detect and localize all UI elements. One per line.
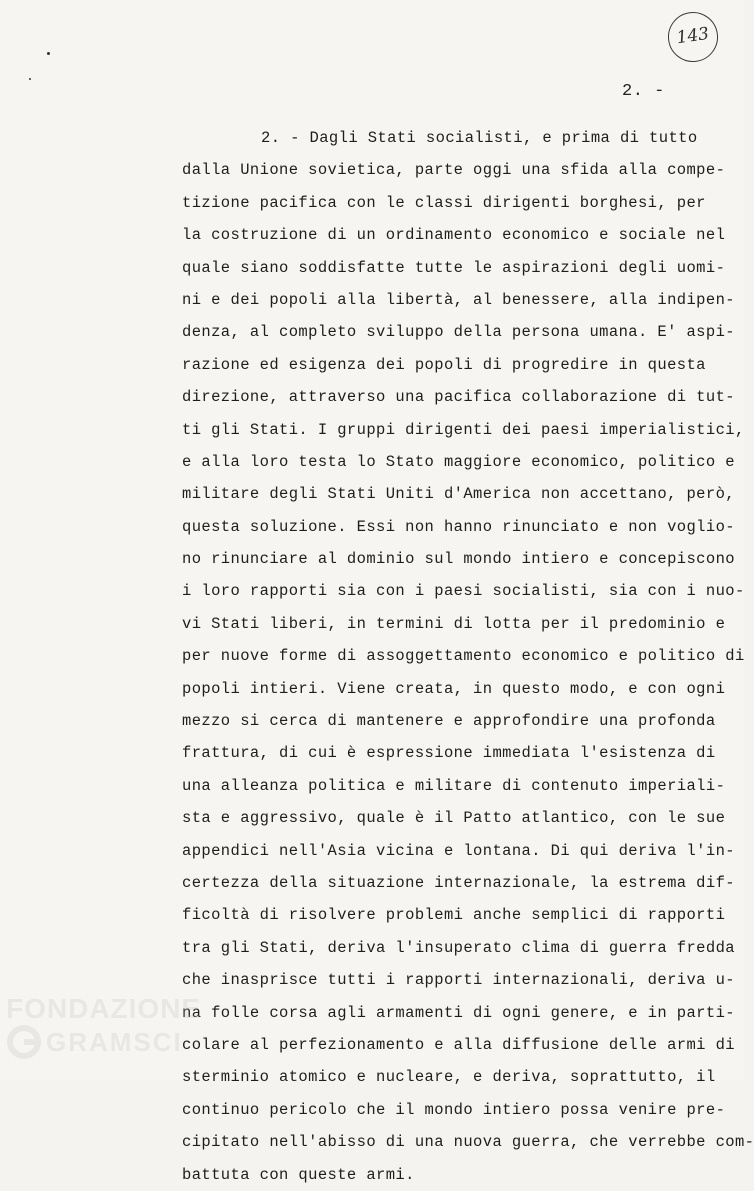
text-line: tizione pacifica con le classi dirigenti borghesi, per (182, 193, 706, 212)
text-line: razione ed esigenza dei popoli di progredire in questa (182, 355, 706, 374)
text-line: frattura, di cui è espressione immediata l'esistenza di (182, 744, 716, 763)
text-line: continuo pericolo che il mondo intiero possa venire pre- (182, 1100, 726, 1119)
text-line: quale siano soddisfatte tutte le aspirazioni degli uomi- (182, 258, 726, 277)
text-line: militare degli Stati Uniti d'America non accettano, però, (182, 485, 735, 504)
text-line: che inasprisce tutti i rapporti internazionali, deriva u- (182, 971, 735, 990)
folio-number: 143 (675, 23, 711, 49)
text-line: mezzo si cerca di mantenere e approfondire una profonda (182, 712, 716, 731)
text-line: dalla Unione sovietica, parte oggi una sfida alla compe- (182, 161, 726, 180)
text-line: 2. - Dagli Stati socialisti, e prima di tutto (261, 129, 698, 147)
text-line: sta e aggressivo, quale è il Patto atlantico, con le sue (182, 809, 726, 828)
text-line: no rinunciare al dominio sul mondo intiero e concepiscono (182, 550, 735, 569)
text-line: sterminio atomico e nucleare, e deriva, soprattutto, il (182, 1068, 716, 1087)
text-line: colare al perfezionamento e alla diffusione delle armi di (182, 1035, 735, 1054)
watermark-line2-row (6, 1024, 201, 1060)
text-line: e alla loro testa lo Stato maggiore economico, politico e (182, 452, 735, 471)
text-line: ficoltà di risolvere problemi anche semplici di rapporti (182, 906, 726, 925)
fondazione-gramsci-watermark (6, 994, 201, 1060)
text-line: battuta con queste armi. (182, 1165, 415, 1184)
folio-stamp (665, 9, 721, 65)
text-line: appendici nell'Asia vicina e lontana. Di qui deriva l'in- (182, 841, 735, 860)
text-line: certezza della situazione internazionale, la estrema dif- (182, 873, 735, 892)
watermark-logo-icon (6, 1024, 42, 1060)
text-line: na folle corsa agli armamenti di ogni genere, e in parti- (182, 1003, 735, 1022)
text-line: vi Stati liberi, in termini di lotta per il predominio e (182, 614, 726, 633)
text-line: denza, al completo sviluppo della persona umana. E' aspi- (182, 323, 735, 342)
text-line: popoli intieri. Viene creata, in questo modo, e con ogni (182, 679, 726, 698)
text-line: ti gli Stati. I gruppi dirigenti dei paesi imperialistici, (182, 420, 745, 439)
watermark-line2: GRAMSCI (46, 1026, 183, 1057)
text-line: per nuove forme di assoggettamento economico e politico di (182, 647, 745, 666)
text-line: una alleanza politica e militare di contenuto imperiali- (182, 776, 726, 795)
page-number: 2. - (622, 82, 665, 101)
text-line: i loro rapporti sia con i paesi socialisti, sia con i nuo- (182, 582, 745, 601)
paper-speck (47, 52, 50, 55)
text-line: cipitato nell'abisso di una nuova guerra, che verrebbe com- (182, 1133, 754, 1152)
text-line: ni e dei popoli alla libertà, al benessere, alla indipen- (182, 290, 735, 309)
text-line: la costruzione di un ordinamento economico e sociale nel (182, 226, 726, 245)
paper-speck (29, 78, 31, 80)
typed-body-text (182, 122, 754, 1191)
text-line: direzione, attraverso una pacifica collaborazione di tut- (182, 388, 735, 407)
watermark-line1: FONDAZIONE (6, 993, 202, 1024)
text-line: tra gli Stati, deriva l'insuperato clima di guerra fredda (182, 938, 735, 957)
text-line: questa soluzione. Essi non hanno rinunciato e non voglio- (182, 517, 735, 536)
